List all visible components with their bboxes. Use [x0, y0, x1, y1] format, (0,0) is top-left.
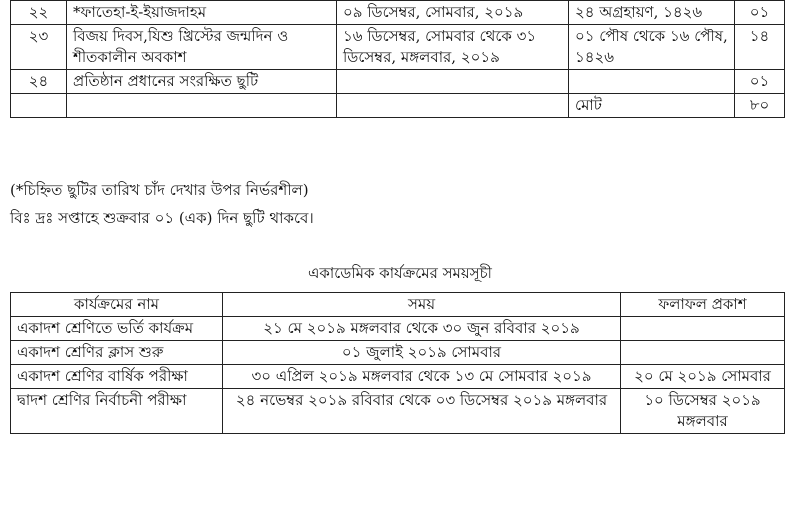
total-row [11, 94, 785, 118]
holiday-bangla-date [569, 70, 735, 94]
holiday-name: *ফাতেহা-ই-ইয়াজদাহম [67, 1, 337, 25]
activity-time: ৩০ এপ্রিল ২০১৯ মঙ্গলবার থেকে ১৩ মে সোমবার ২০১৯ [223, 365, 621, 389]
holiday-bangla-date: ২৪ অগ্রহায়ণ, ১৪২৬ [569, 1, 735, 25]
table-row [11, 1, 785, 25]
header-activity-name: কার্যক্রমের নাম [11, 293, 223, 317]
table-row [11, 389, 785, 434]
activity-name: দ্বাদশ শ্রেণির নির্বাচনী পরীক্ষা [11, 389, 223, 434]
holiday-name: প্রতিষ্ঠান প্রধানের সংরক্ষিত ছুটি [67, 70, 337, 94]
academic-schedule-table [10, 292, 785, 434]
serial-number: ২২ [11, 1, 67, 25]
holiday-days: ১৪ [735, 25, 785, 70]
table-row [11, 70, 785, 94]
activity-time: ০১ জুলাই ২০১৯ সোমবার [223, 341, 621, 365]
header-row [11, 293, 785, 317]
activity-result: ১০ ডিসেম্বর ২০১৯ মঙ্গলবার [621, 389, 785, 434]
table-row [11, 365, 785, 389]
header-time: সময় [223, 293, 621, 317]
table-row [11, 341, 785, 365]
total-value: ৮০ [735, 94, 785, 118]
empty-cell [67, 94, 337, 118]
holiday-days: ০১ [735, 70, 785, 94]
activity-result: ২০ মে ২০১৯ সোমবার [621, 365, 785, 389]
activity-name: একাদশ শ্রেণির ক্লাস শুরু [11, 341, 223, 365]
activity-name: একাদশ শ্রেণির বার্ষিক পরীক্ষা [11, 365, 223, 389]
holiday-date: ০৯ ডিসেম্বর, সোমবার, ২০১৯ [337, 1, 569, 25]
header-result: ফলাফল প্রকাশ [621, 293, 785, 317]
activity-result [621, 317, 785, 341]
weekly-holiday-note: বিঃ দ্রঃ সপ্তাহে শুক্রবার ০১ (এক) দিন ছুটি থাকবে। [10, 209, 314, 227]
serial-number: ২৪ [11, 70, 67, 94]
empty-cell [337, 94, 569, 118]
holiday-date [337, 70, 569, 94]
table-row [11, 25, 785, 70]
holiday-table [10, 0, 785, 118]
holiday-date: ১৬ ডিসেম্বর, সোমবার থেকে ৩১ ডিসেম্বর, মঙ্গলবার, ২০১৯ [337, 25, 569, 70]
footnote: (*চিহ্নিত ছুটির তারিখ চাঁদ দেখার উপর নির্ভরশীল) [10, 181, 309, 199]
table-row [11, 317, 785, 341]
activity-time: ২৪ নভেম্বর ২০১৯ রবিবার থেকে ০৩ ডিসেম্বর ২০১৯ মঙ্গলবার [223, 389, 621, 434]
holiday-bangla-date: ০১ পৌষ থেকে ১৬ পৌষ, ১৪২৬ [569, 25, 735, 70]
total-label: মোট [569, 94, 735, 118]
serial-number: ২৩ [11, 25, 67, 70]
holiday-days: ০১ [735, 1, 785, 25]
activity-name: একাদশ শ্রেণিতে ভর্তি কার্যক্রম [11, 317, 223, 341]
holiday-name: বিজয় দিবস,যিশু খ্রিস্টের জন্মদিন ও শীতকালীন অবকাশ [67, 25, 337, 70]
activity-time: ২১ মে ২০১৯ মঙ্গলবার থেকে ৩০ জুন রবিবার ২০১৯ [223, 317, 621, 341]
activity-result [621, 341, 785, 365]
empty-cell [11, 94, 67, 118]
academic-schedule-title: একাডেমিক কার্যক্রমের সময়সূচী [308, 264, 492, 282]
